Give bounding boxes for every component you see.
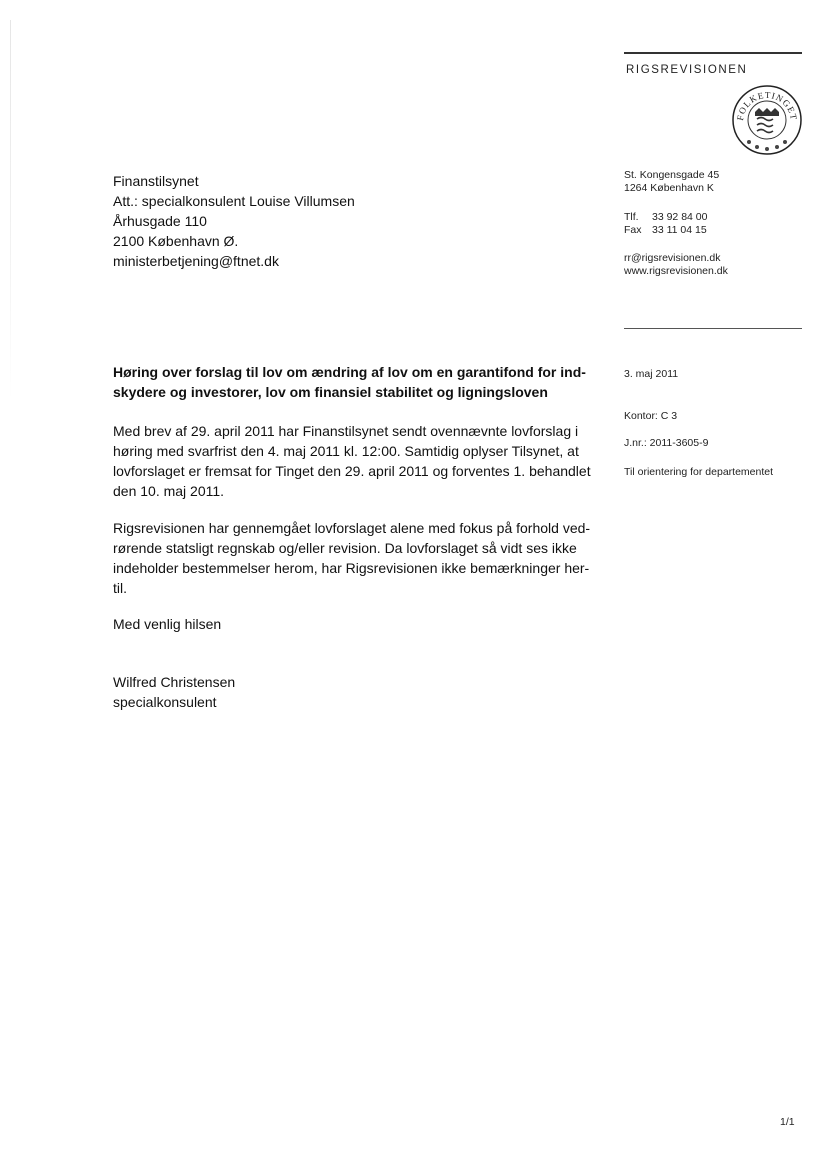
body-line: den 10. maj 2011. <box>113 483 225 499</box>
office-reference: Kontor: C 3 <box>624 410 678 422</box>
body-line: Rigsrevisionen har gennemgået lovforslaget alene med fokus på forhold ved- <box>113 520 591 536</box>
letterhead-divider <box>624 328 802 329</box>
fax-label: Fax <box>624 224 642 236</box>
page-number: 1/1 <box>780 1116 795 1128</box>
body-line: til. <box>113 580 127 596</box>
recipient-line: Århusgade 110 <box>113 213 207 229</box>
recipient-line: Finanstilsynet <box>113 173 199 189</box>
scan-edge-mark <box>10 20 11 400</box>
organization-name: RIGSREVISIONEN <box>626 64 748 76</box>
signatory-title: specialkonsulent <box>113 694 217 710</box>
phone-label: Tlf. <box>624 211 639 223</box>
letterhead-top-rule <box>624 52 802 54</box>
body-line: lovforslaget er fremsat for Tinget den 29. april 2011 og forventes 1. behandlet <box>113 463 591 479</box>
letter-date: 3. maj 2011 <box>624 368 679 380</box>
subject-line: Høring over forslag til lov om ændring af lov om en garantifond for ind- <box>113 364 586 380</box>
sender-address <box>624 169 719 195</box>
recipient-line: ministerbetjening@ftnet.dk <box>113 253 279 269</box>
recipient-line: 2100 København Ø. <box>113 233 239 249</box>
subject-line: skydere og investorer, lov om finansiel stabilitet og ligningsloven <box>113 384 548 400</box>
sender-website: www.rigsrevisionen.dk <box>624 265 728 277</box>
fax-number: 33 11 04 15 <box>652 224 707 236</box>
recipient-line: Att.: specialkonsulent Louise Villumsen <box>113 193 355 209</box>
seal-text: FOLKETINGET <box>734 89 800 122</box>
parliament-seal-icon <box>731 84 803 156</box>
body-line: Med brev af 29. april 2011 har Finanstilsynet sendt ovennævnte lovforslag i <box>113 423 579 439</box>
body-paragraph-2 <box>113 518 593 598</box>
distribution-note: Til orientering for departementet <box>624 466 774 478</box>
sender-city: 1264 København K <box>624 182 714 194</box>
phone-number: 33 92 84 00 <box>652 211 708 223</box>
body-line: rørende statsligt regnskab og/eller revision. Da lovforslaget så vidt ses ikke <box>113 540 577 556</box>
body-line: høring med svarfrist den 4. maj 2011 kl. 12:00. Samtidig oplyser Tilsynet, at <box>113 443 579 459</box>
sender-contact <box>624 211 707 237</box>
signature-block <box>113 672 593 712</box>
signatory-name: Wilfred Christensen <box>113 674 236 690</box>
letter-subject <box>113 362 593 402</box>
body-line: indeholder bestemmelser herom, har Rigsrevisionen ikke bemærkninger her- <box>113 560 590 576</box>
journal-number: J.nr.: 2011-3605-9 <box>624 437 709 449</box>
recipient-address <box>113 171 355 271</box>
body-paragraph-1 <box>113 421 593 501</box>
sender-online <box>624 252 728 278</box>
sender-email: rr@rigsrevisionen.dk <box>624 252 721 264</box>
closing-greeting: Med venlig hilsen <box>113 616 222 632</box>
sender-street: St. Kongensgade 45 <box>624 169 720 181</box>
